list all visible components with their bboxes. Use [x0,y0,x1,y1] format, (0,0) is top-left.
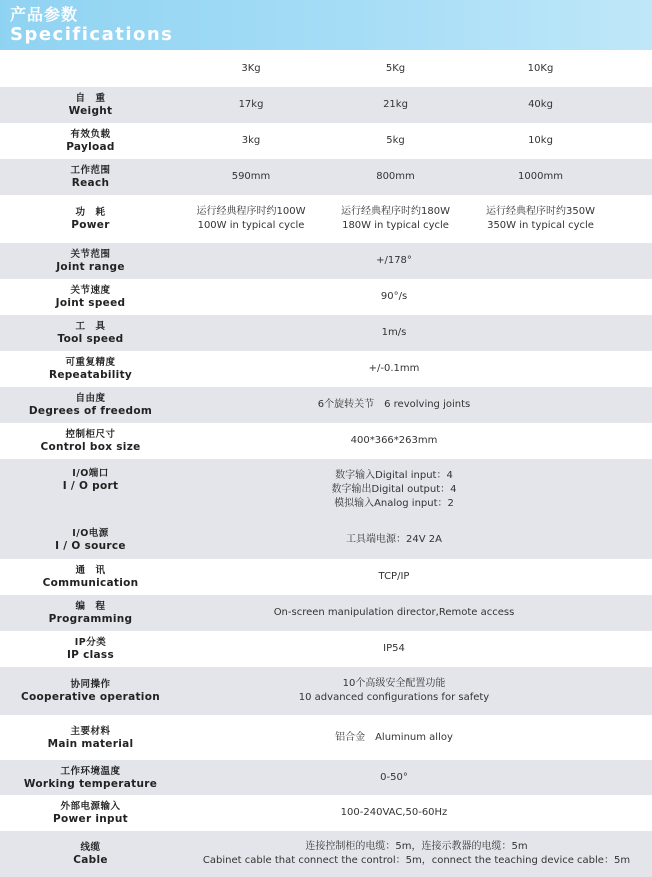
spec-row-payload [0,123,652,160]
label-en: Joint speed [55,297,126,309]
model-10kg: 10Kg [527,62,554,74]
value-10kg: 1000mm [518,171,563,182]
label-en: Programming [48,613,133,625]
row-label [0,521,181,559]
label-cn: 可重复精度 [65,357,116,368]
label-en: Power [71,219,110,231]
spec-row-reach [0,159,652,196]
value: +/178° [376,255,412,266]
label-cn: 自 重 [75,93,106,104]
label-en: IP class [66,649,115,661]
model-5kg: 5Kg [385,62,406,74]
label-en: I / O source [55,540,126,552]
value-cn: 运行经典程序时约350W [486,206,595,217]
spec-row-cooperative-operation [0,667,652,716]
label-cn: 有效负载 [70,129,111,140]
value-cn: 运行经典程序时约180W [341,206,450,217]
value: TCP/IP [378,571,410,582]
value [181,459,607,521]
label-cn: I/O电源 [72,528,109,539]
row-label [0,760,181,795]
header-title-en: Specifications [10,24,174,45]
row-label [0,595,181,631]
label-cn: 自由度 [75,393,106,404]
label-cn: IP分类 [74,637,107,648]
label-cn: 外部电源输入 [60,801,121,812]
spec-row-io-port [0,459,652,522]
value: 400*366*263mm [350,435,438,446]
value-line: 10个高级安全配置功能 [342,678,446,689]
label-cn: I/O端口 [72,468,109,479]
spec-row-joint-range [0,243,652,280]
spec-row-repeatability [0,351,652,388]
value-en: 180W in typical cycle [342,220,449,231]
label-cn: 工 具 [75,321,106,332]
spec-row-ip-class [0,631,652,668]
label-cn: 关节速度 [70,285,111,296]
spec-row-io-source [0,521,652,560]
value-10kg [468,195,613,243]
value: 100-240VAC,50-60Hz [340,807,448,818]
row-label [0,667,181,715]
spec-row-programming [0,595,652,632]
label-en: Tool speed [57,333,124,345]
value-5kg [323,195,468,243]
value-10kg: 10kg [528,135,553,146]
label-en: Cable [73,854,108,866]
label-cn: 功 耗 [75,207,106,218]
row-label [0,87,181,123]
value-line: 连接控制柜的电缆：5m，连接示教器的电缆：5m [305,841,528,852]
label-cn: 控制柜尺寸 [65,429,116,440]
spec-row-weight [0,87,652,124]
value-10kg: 40kg [528,99,553,110]
spec-row-joint-speed [0,279,652,316]
value-3kg [181,195,321,243]
value: On-screen manipulation director,Remote access [273,607,515,618]
label-en: Payload [66,141,115,153]
label-en: Repeatability [48,369,133,381]
row-label [0,387,181,423]
label-cn: 编 程 [75,601,106,612]
value-5kg: 21kg [383,99,408,110]
spec-row-working-temperature [0,760,652,796]
value: 1m/s [381,327,407,338]
value-line: 10 advanced configurations for safety [298,692,490,703]
spec-row-tool-speed [0,315,652,352]
value: 6个旋转关节 6 revolving joints [317,399,471,410]
label-en: Degrees of freedom [28,405,153,417]
label-en: Main material [47,737,134,750]
model-3kg: 3Kg [241,62,261,74]
value-en: 100W in typical cycle [197,220,305,231]
label-cn: 协同操作 [70,679,111,690]
label-cn: 工作环境温度 [60,765,121,777]
value [181,831,652,877]
value-3kg: 3kg [241,135,261,146]
value-line: 数字输入Digital input：4 [335,470,453,481]
spec-row-power-input [0,795,652,832]
value: +/-0.1mm [368,363,420,374]
value-en: 350W in typical cycle [487,220,594,231]
label-cn: 关节范围 [70,249,111,260]
spec-row-control-box-size [0,423,652,460]
value-cn: 运行经典程序时约100W [196,206,306,217]
row-label [0,559,181,595]
label-en: Control box size [40,441,141,453]
value: IP54 [383,643,405,654]
model-header-row [0,50,652,88]
spec-row-degrees-of-freedom [0,387,652,424]
spec-row-communication [0,559,652,596]
value-line: Cabinet cable that connect the control：5m，connect the teaching device cable：5m [202,855,631,866]
value-line: 数字输出Digital output：4 [331,484,457,495]
row-label [0,459,181,521]
row-label [0,315,181,351]
row-label [0,715,181,760]
spec-row-main-material [0,715,652,761]
label-en: Working temperature [23,777,158,790]
value: 工具端电源：24V 2A [346,534,442,545]
row-label [0,159,181,195]
spec-row-power [0,195,652,244]
label-en: Joint range [56,261,125,273]
value: 铝合金 Aluminum alloy [335,731,453,743]
value-3kg: 17kg [238,99,264,110]
row-label [0,795,181,831]
label-cn: 线缆 [80,842,101,853]
label-cn: 通 讯 [75,565,106,576]
row-label [0,243,181,279]
value-5kg: 800mm [376,171,415,182]
label-en: I / O port [62,480,119,492]
value: 90°/s [380,291,408,302]
value: 0-50° [380,771,408,783]
value [181,667,607,715]
row-label [0,423,181,459]
label-en: Weight [68,105,113,117]
label-en: Power input [53,813,128,825]
row-label [0,831,181,877]
value-3kg: 590mm [231,171,271,182]
row-label [0,631,181,667]
row-label [0,351,181,387]
row-label [0,279,181,315]
spec-row-cable [0,831,652,877]
header-title-cn: 产品参数 [10,5,79,24]
value-line: 模拟输入Analog input：2 [334,498,454,509]
row-label [0,195,181,243]
label-en: Communication [42,577,139,589]
label-cn: 工作范围 [70,165,111,176]
label-en: Reach [71,177,110,189]
label-cn: 主要材料 [70,725,111,737]
spec-header [0,0,652,50]
row-label [0,123,181,159]
value-5kg: 5kg [386,135,405,146]
label-en: Cooperative operation [21,691,160,703]
